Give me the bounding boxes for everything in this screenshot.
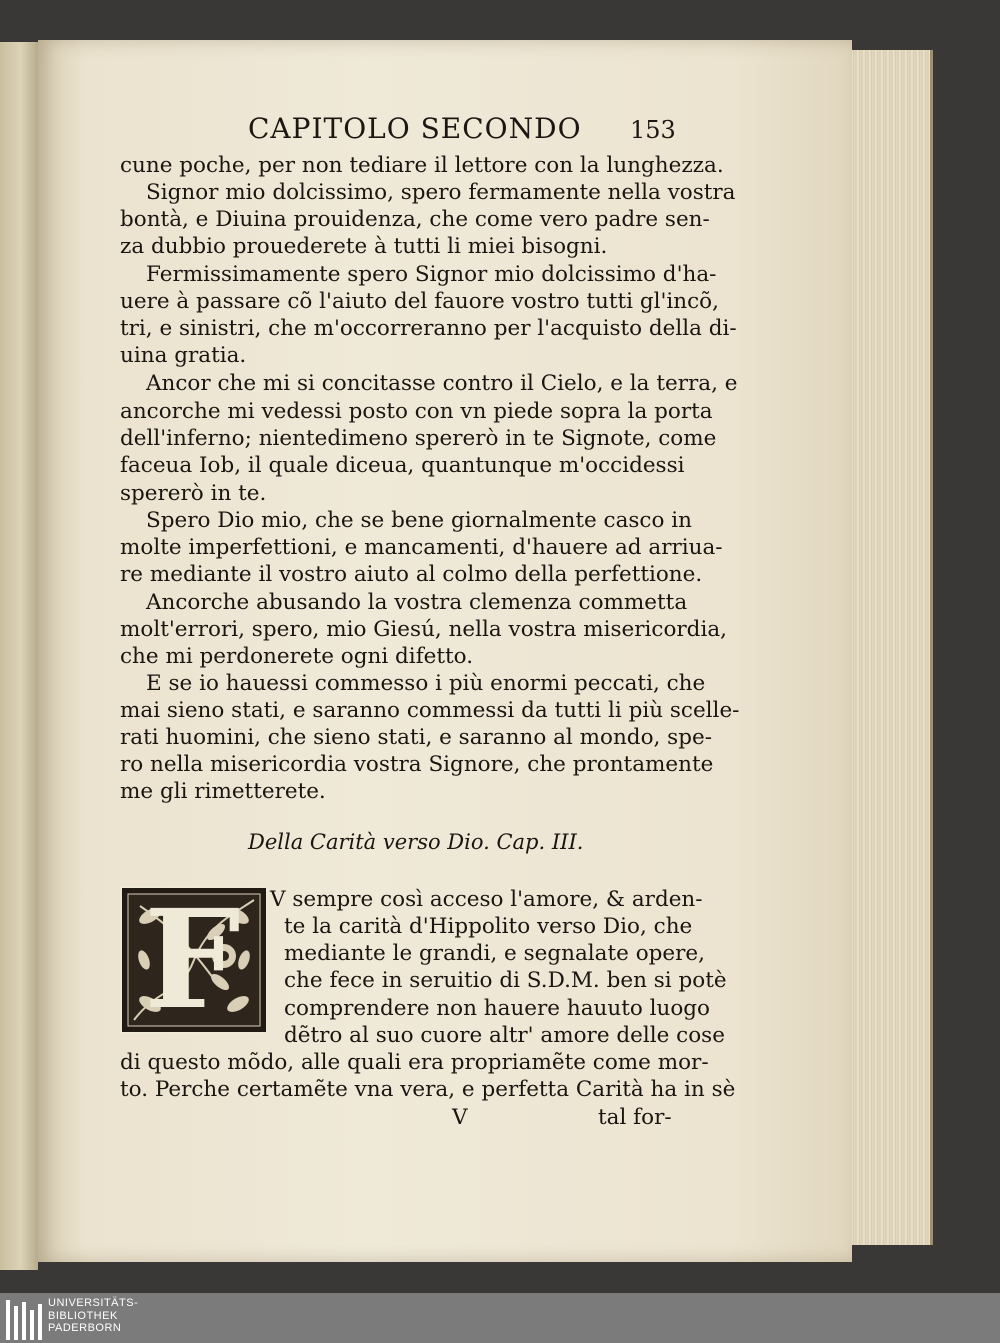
text-line: cune poche, per non tediare il lettore con la lunghezza.	[120, 153, 724, 178]
catchword: tal for-	[598, 1105, 672, 1130]
text-line: comprendere non hauere hauuto luogo	[284, 996, 711, 1021]
left-page-edge	[0, 42, 38, 1270]
text-line: molte imperfettioni, e mancamenti, d'hauere ad arriua-	[120, 535, 723, 560]
text-line: mediante le grandi, e segnalate opere,	[284, 941, 705, 966]
text-line: che mi perdonerete ogni difetto.	[120, 644, 474, 669]
page-number: 153	[630, 116, 676, 144]
text-line: tri, e sinistri, che m'occorreranno per l'acquisto della di-	[120, 316, 737, 341]
library-logo-icon	[6, 1300, 42, 1340]
text-line: mai sieno stati, e saranno commessi da tutti li più scelle-	[120, 698, 740, 723]
drop-cap-letter: F	[144, 880, 241, 1040]
text-line: Ancorche abusando la vostra clemenza commetta	[146, 590, 688, 615]
text-line: ancorche mi vedessi posto con vn piede sopra la porta	[120, 399, 713, 424]
text-line: rati huomini, che sieno stati, e saranno al mondo, spe-	[120, 725, 712, 750]
text-line: Spero Dio mio, che se bene giornalmente casco in	[146, 508, 692, 533]
text-line: ro nella misericordia vostra Signore, che prontamente	[120, 752, 714, 777]
text-line: di questo mõdo, alle quali era propriamẽte come mor-	[120, 1050, 709, 1075]
section-caption: Della Carità verso Dio. Cap. III.	[248, 830, 584, 854]
text-line: dell'inferno; nientedimeno spererò in te Signote, come	[120, 426, 717, 451]
logo-line-1: UNIVERSITÄTS-	[48, 1297, 139, 1309]
text-line: uere à passare cõ l'aiuto del fauore vostro tutti gl'incõ,	[120, 289, 719, 314]
text-line: bontà, e Diuina prouidenza, che come vero padre sen-	[120, 207, 710, 232]
footer-bar	[0, 1293, 1000, 1343]
library-logo-text	[48, 1297, 138, 1335]
text-line: Signor mio dolcissimo, spero fermamente nella vostra	[146, 180, 736, 205]
logo-line-2: BIBLIOTHEK	[48, 1309, 118, 1322]
text-line: te la carità d'Hippolito verso Dio, che	[284, 914, 693, 939]
text-line: me gli rimetterete.	[120, 779, 326, 804]
text-line: re mediante il vostro aiuto al colmo della perfettione.	[120, 562, 703, 587]
signature-mark: V	[452, 1105, 468, 1130]
text-line: spererò in te.	[120, 481, 267, 506]
book-page-edges	[848, 50, 933, 1245]
logo-line-3: PADERBORN	[48, 1322, 122, 1334]
text-line: E se io hauessi commesso i più enormi peccati, che	[146, 671, 706, 696]
text-line: V sempre così acceso l'amore, & arden-	[270, 887, 703, 912]
text-line: dẽtro al suo cuore altr' amore delle cose	[284, 1023, 725, 1048]
text-line: faceua Iob, il quale diceua, quantunque m'occidessi	[120, 453, 685, 478]
text-line: to. Perche certamẽte vna vera, e perfetta Carità ha in sè	[120, 1077, 736, 1102]
text-line: Fermissimamente spero Signor mio dolcissimo d'ha-	[146, 262, 717, 287]
running-header	[248, 112, 708, 152]
text-line: molt'errori, spero, mio Giesú, nella vostra misericordia,	[120, 617, 727, 642]
chapter-title: CAPITOLO SECONDO	[248, 112, 582, 145]
text-line: uina gratia.	[120, 343, 247, 368]
decorated-initial	[120, 880, 268, 1040]
text-line: che fece in seruitio di S.D.M. ben si potè	[284, 968, 727, 993]
text-line: Ancor che mi si concitasse contro il Cielo, e la terra, e	[146, 371, 738, 396]
text-line: za dubbio prouederete à tutti li miei bisogni.	[120, 234, 608, 259]
